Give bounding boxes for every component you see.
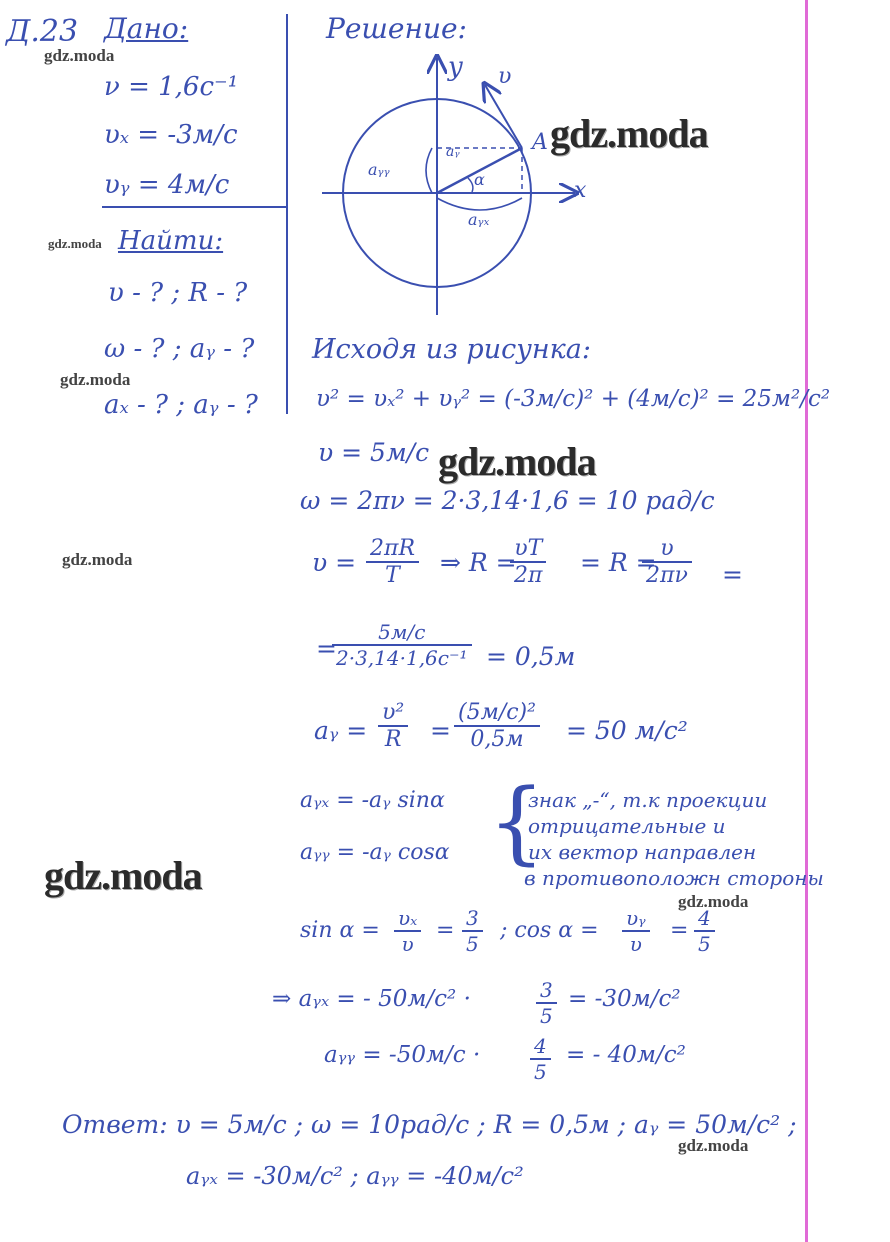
eq6-f2-num: (5м/с)² — [454, 700, 540, 727]
circle-motion-figure — [300, 40, 620, 330]
equation-ayx: aᵧₓ = -aᵧ sinα — [300, 788, 445, 813]
eq4-mid: ⇒ R = — [440, 548, 517, 577]
eq9-a: sin α = — [300, 918, 380, 943]
eq4-fraction — [642, 536, 692, 588]
eq10-a: ⇒ aᵧₓ = - 50м/с² · — [272, 986, 471, 1012]
eq4-fraction — [366, 536, 419, 588]
eq9-f4-num: 4 — [694, 906, 715, 932]
problem-number: Д.23 — [6, 14, 79, 49]
eq6-f1-den: R — [384, 727, 402, 752]
point-a-label: A — [532, 130, 548, 155]
eq9-fraction — [622, 906, 650, 956]
equation-omega: ω = 2πν = 2·3,14·1,6 = 10 рад/с — [300, 486, 715, 515]
ayy-label: aᵧᵧ — [368, 160, 390, 179]
eq9-fraction — [694, 906, 715, 956]
eq6-left: aᵧ = — [314, 716, 368, 745]
watermark: gdz.moda — [550, 111, 708, 156]
answer-line: Ответ: υ = 5м/с ; ω = 10рад/с ; R = 0,5м ; aᵧ = 50м/с² ; — [62, 1110, 797, 1139]
eq9-f2-num: 3 — [462, 906, 483, 932]
eq4-f2-den: 2π — [514, 563, 543, 588]
eq5-tail: = 0,5м — [486, 642, 576, 671]
sign-note-line: в противоположн стороны — [524, 866, 824, 890]
from-figure-heading: Исходя из рисунка: — [312, 334, 591, 365]
eq9-f1-den: υ — [401, 932, 414, 956]
eq9-f1-num: υₓ — [394, 906, 421, 932]
given-heading: Дано: — [104, 12, 189, 45]
equation-ayy: aᵧᵧ = -aᵧ cosα — [300, 840, 450, 865]
watermark: gdz.moda — [44, 46, 115, 65]
equation-speed: υ = 5м/с — [318, 438, 430, 467]
velocity-label: υ — [498, 64, 512, 89]
watermark: gdz.moda — [438, 439, 596, 484]
eq6-f2-den: 0,5м — [470, 727, 524, 752]
given-line: υₓ = -3м/с — [104, 120, 238, 150]
angle-label: α — [474, 170, 485, 189]
ayx-brace — [437, 198, 522, 210]
eq9-f4-den: 5 — [698, 932, 711, 956]
eq5-eq: = — [316, 634, 337, 663]
eq4-f3-num: υ — [642, 536, 692, 563]
eq10-fraction — [536, 978, 557, 1028]
eq6-fraction — [378, 700, 408, 752]
eq4-fraction — [510, 536, 546, 588]
find-line: aₓ - ? ; aᵧ - ? — [104, 390, 258, 420]
eq4-f1-den: T — [385, 563, 400, 588]
eq4-f1-num: 2πR — [366, 536, 419, 563]
eq9-f2-den: 5 — [466, 932, 479, 956]
eq4-f2-num: υT — [510, 536, 546, 563]
vector-label: aᵧ — [446, 144, 460, 160]
eq11-den: 5 — [534, 1060, 547, 1084]
axis-x-label: x — [574, 178, 587, 203]
find-line: υ - ? ; R - ? — [108, 278, 248, 308]
column-divider — [286, 14, 288, 414]
eq6-tail: = 50 м/с² — [566, 716, 688, 745]
eq10-den: 5 — [540, 1004, 553, 1028]
eq4-tail: = — [722, 560, 743, 589]
note-brace: { — [488, 770, 546, 875]
eq5-num: 5м/с — [332, 620, 472, 646]
eq9-f3-num: υᵧ — [622, 906, 650, 932]
given-line: υᵧ = 4м/с — [104, 170, 230, 200]
watermark: gdz.moda — [62, 550, 133, 569]
eq9-c: ; cos α = — [500, 918, 599, 943]
angle-arc — [468, 178, 473, 192]
eq6-eq: = — [430, 716, 451, 745]
ayy-brace — [426, 148, 432, 193]
ayx-label: aᵧₓ — [468, 210, 490, 229]
axis-y-label: y — [448, 52, 463, 82]
eq9-b: = — [436, 918, 455, 943]
solution-heading: Решение: — [326, 12, 467, 45]
eq4-f3-den: 2πν — [646, 563, 688, 588]
eq9-d: = — [670, 918, 689, 943]
find-line: ω - ? ; aᵧ - ? — [104, 334, 255, 364]
eq4-eq: = R = — [580, 548, 657, 577]
eq4-left: υ = — [312, 548, 357, 577]
find-heading: Найти: — [118, 226, 224, 256]
equation-speed-squared: υ² = υₓ² + υᵧ² = (-3м/с)² + (4м/с)² = 25м²/с² — [316, 386, 831, 412]
eq11-fraction — [530, 1034, 551, 1084]
margin-line — [805, 0, 808, 1242]
given-line: ν = 1,6с⁻¹ — [104, 72, 239, 102]
answer-line: aᵧₓ = -30м/с² ; aᵧᵧ = -40м/с² — [186, 1162, 524, 1190]
sign-note-line: знак „-“, т.к проекции — [528, 788, 768, 812]
watermark: gdz.moda — [678, 1136, 749, 1155]
eq9-fraction — [394, 906, 421, 956]
eq10-num: 3 — [536, 978, 557, 1004]
eq6-fraction — [454, 700, 540, 752]
eq11-num: 4 — [530, 1034, 551, 1060]
eq5-fraction — [332, 620, 472, 670]
eq11-a: aᵧᵧ = -50м/с · — [324, 1042, 481, 1068]
eq9-fraction — [462, 906, 483, 956]
eq5-den: 2·3,14·1,6с⁻¹ — [336, 646, 468, 670]
given-divider — [102, 206, 288, 208]
eq10-b: = -30м/с² — [568, 986, 681, 1012]
eq6-f1-num: υ² — [378, 700, 408, 727]
sign-note-line: отрицательные и — [528, 814, 726, 838]
watermark: gdz.moda — [60, 370, 131, 389]
watermark: gdz.moda — [678, 892, 749, 911]
eq11-b: = - 40м/с² — [566, 1042, 686, 1068]
watermark: gdz.moda — [44, 853, 202, 898]
eq9-f3-den: υ — [629, 932, 642, 956]
sign-note-line: их вектор направлен — [528, 840, 757, 864]
watermark: gdz.moda — [48, 236, 102, 251]
